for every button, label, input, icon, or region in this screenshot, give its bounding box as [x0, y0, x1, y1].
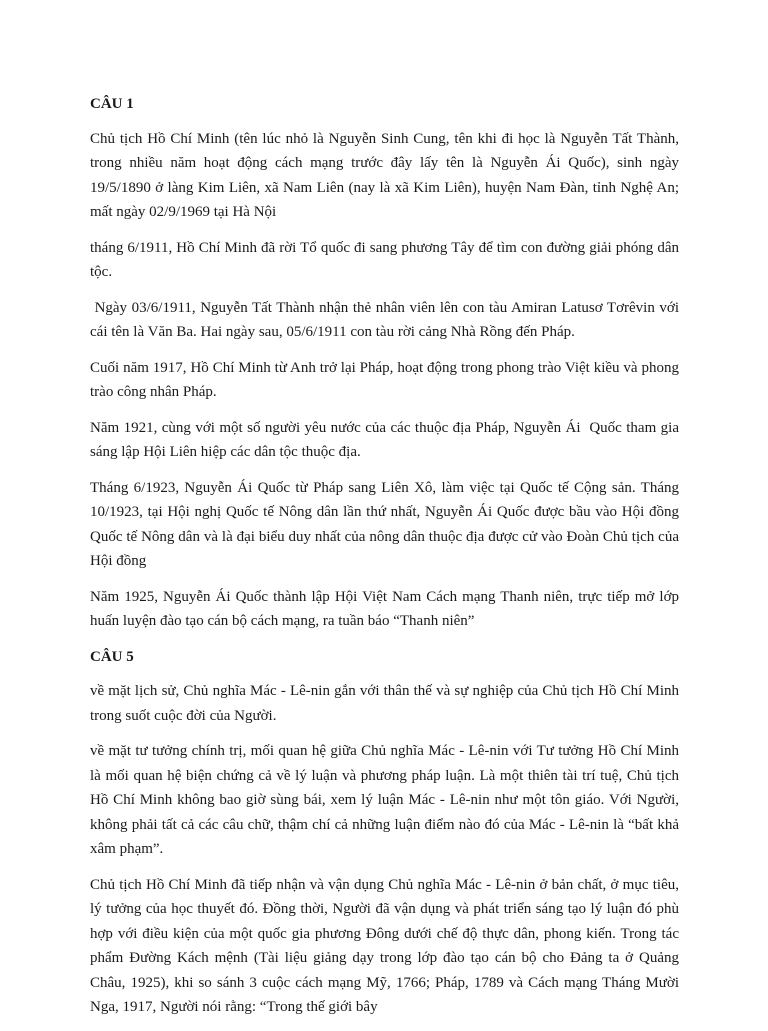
paragraph-biography: Chủ tịch Hồ Chí Minh (tên lúc nhỏ là Nguyễn Sinh Cung, tên khi đi học là Nguyễn Tất Thành, trong nhiều năm hoạt động cách mạng trước đây lấy tên là Nguyễn Ái Quốc), sinh ngày 19/5/1890 ở làng Kim Liên, xã Nam Liên (nay là xã Kim Liên), huyện Nam Đàn, tỉnh Nghệ An; mất ngày 02/9/1969 tại Hà Nội	[90, 130, 679, 220]
paragraph-1921-union: Năm 1921, cùng với một số người yêu nước của các thuộc địa Pháp, Nguyễn Ái Quốc tham gia sáng lập Hội Liên hiệp các dân tộc thuộc địa.	[90, 419, 683, 460]
paragraph-1917-return: Cuối năm 1917, Hồ Chí Minh từ Anh trở lại Pháp, hoạt động trong phong trào Việt kiều và phong trào công nhân Pháp.	[90, 359, 679, 400]
paragraph-political-thought: về mặt tư tưởng chính trị, mối quan hệ giữa Chủ nghĩa Mác - Lê-nin với Tư tưởng Hồ Chí Minh là mối quan hệ biện chứng cả về lý luận và phương pháp luận. Là một thiên tài trí tuệ, Chủ tịch Hồ Chí Minh không bao giờ sùng bái, xem lý luận Mác - Lê-nin như một tôn giáo. Với Người, không phải tất cả các câu chữ, thậm chí cả những luận điểm nào đó của Mác - Lê-nin là “bất khả xâm phạm”.	[90, 743, 679, 857]
document-page	[90, 92, 683, 1031]
section-heading-cau-1: CÂU 1	[90, 96, 134, 112]
paragraph-history: về mặt lịch sử, Chủ nghĩa Mác - Lê-nin gắn với thân thế và sự nghiệp của Chủ tịch Hồ Chí Minh trong suốt cuộc đời của Người.	[90, 683, 679, 724]
paragraph-1911-departure: tháng 6/1911, Hồ Chí Minh đã rời Tổ quốc đi sang phương Tây để tìm con đường giải phóng dân tộc.	[90, 239, 679, 280]
paragraph-amiran-latouche: Ngày 03/6/1911, Nguyễn Tất Thành nhận thẻ nhân viên lên con tàu Amiran Latusơ Tơrêvin với cái tên là Văn Ba. Hai ngày sau, 05/6/1911 con tàu rời cảng Nhà Rồng đến Pháp.	[90, 299, 683, 340]
paragraph-application: Chủ tịch Hồ Chí Minh đã tiếp nhận và vận dụng Chủ nghĩa Mác - Lê-nin ở bản chất, ở mục tiêu, lý tưởng của học thuyết đó. Đồng thời, Người đã vận dụng và phát triển sáng tạo lý luận đó phù hợp với điều kiện của một quốc gia phương Đông dưới chế độ thực dân, phong kiến. Trong tác phẩm Đường Kách mệnh (Tài liệu giảng dạy trong lớp đào tạo cán bộ cho Đảng ta ở Quảng Châu, 1925), khi so sánh 3 cuộc cách mạng Mỹ, 1766; Pháp, 1789 và Cách mạng Tháng Mười Nga, 1917, Người nói rằng: “Trong thế giới bây	[90, 876, 679, 1015]
paragraph-1923-soviet: Tháng 6/1923, Nguyễn Ái Quốc từ Pháp sang Liên Xô, làm việc tại Quốc tế Cộng sản. Tháng 10/1923, tại Hội nghị Quốc tế Nông dân lần thứ nhất, Nguyễn Ái Quốc được bầu vào Hội đồng Quốc tế Nông dân và là đại biểu duy nhất của nông dân thuộc địa được cử vào Đoàn Chủ tịch của Hội đồng	[90, 479, 679, 569]
paragraph-1925-youth-league: Năm 1925, Nguyễn Ái Quốc thành lập Hội Việt Nam Cách mạng Thanh niên, trực tiếp mở lớp huấn luyện đào tạo cán bộ cách mạng, ra tuần báo “Thanh niên”	[90, 588, 679, 629]
section-heading-cau-5: CÂU 5	[90, 648, 134, 665]
